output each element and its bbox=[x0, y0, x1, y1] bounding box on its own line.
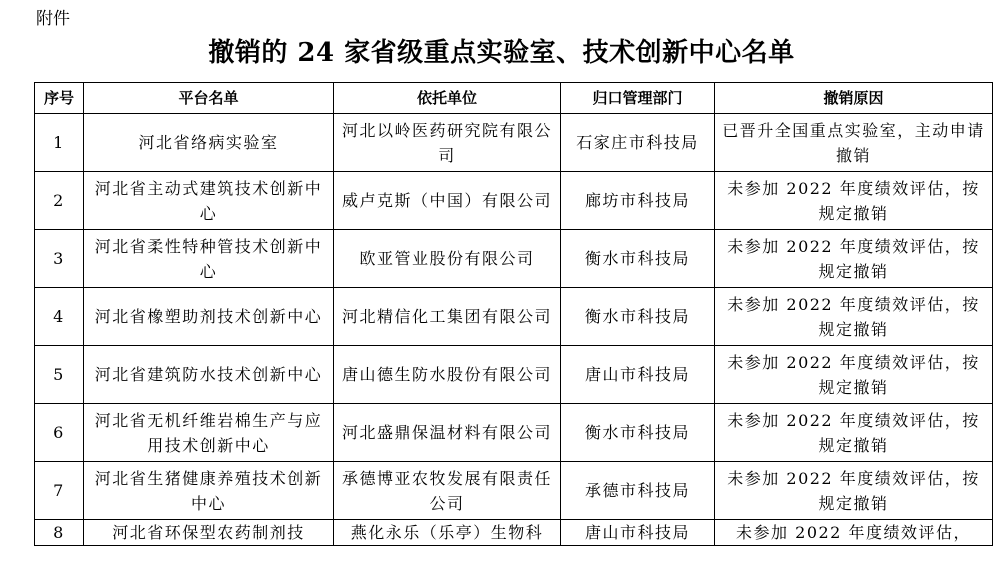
attachment-label: 附件 bbox=[36, 9, 70, 29]
cell-reason: 未参加 2022 年度绩效评估，按规定撤销 bbox=[715, 404, 993, 462]
cell-index: 8 bbox=[35, 520, 84, 546]
cell-index: 7 bbox=[35, 462, 84, 520]
cell-host-unit: 承德博亚农牧发展有限责任公司 bbox=[334, 462, 561, 520]
cell-index: 4 bbox=[35, 288, 84, 346]
cell-department: 衡水市科技局 bbox=[561, 230, 715, 288]
revocation-table bbox=[34, 82, 993, 546]
cell-host-unit: 燕化永乐（乐亭）生物科 bbox=[334, 520, 561, 546]
cell-reason: 未参加 2022 年度绩效评估，按规定撤销 bbox=[715, 172, 993, 230]
header-platform: 平台名单 bbox=[84, 83, 334, 114]
cell-platform: 河北省生猪健康养殖技术创新中心 bbox=[84, 462, 334, 520]
cell-reason: 未参加 2022 年度绩效评估，按规定撤销 bbox=[715, 230, 993, 288]
cell-platform: 河北省橡塑助剂技术创新中心 bbox=[84, 288, 334, 346]
cell-department: 唐山市科技局 bbox=[561, 520, 715, 546]
cell-reason: 未参加 2022 年度绩效评估，按规定撤销 bbox=[715, 288, 993, 346]
cell-platform: 河北省柔性特种管技术创新中心 bbox=[84, 230, 334, 288]
cell-reason: 已晋升全国重点实验室，主动申请撤销 bbox=[715, 114, 993, 172]
header-department: 归口管理部门 bbox=[561, 83, 715, 114]
table-row bbox=[35, 230, 993, 288]
cell-department: 廊坊市科技局 bbox=[561, 172, 715, 230]
header-reason: 撤销原因 bbox=[715, 83, 993, 114]
header-host-unit: 依托单位 bbox=[334, 83, 561, 114]
cell-platform: 河北省络病实验室 bbox=[84, 114, 334, 172]
table-row bbox=[35, 462, 993, 520]
cell-host-unit: 河北精信化工集团有限公司 bbox=[334, 288, 561, 346]
cell-host-unit: 威卢克斯（中国）有限公司 bbox=[334, 172, 561, 230]
cell-index: 6 bbox=[35, 404, 84, 462]
cell-department: 承德市科技局 bbox=[561, 462, 715, 520]
cell-platform: 河北省建筑防水技术创新中心 bbox=[84, 346, 334, 404]
table-row bbox=[35, 520, 993, 546]
cell-host-unit: 唐山德生防水股份有限公司 bbox=[334, 346, 561, 404]
cell-index: 5 bbox=[35, 346, 84, 404]
table-row bbox=[35, 172, 993, 230]
cell-host-unit: 河北盛鼎保温材料有限公司 bbox=[334, 404, 561, 462]
cell-index: 1 bbox=[35, 114, 84, 172]
cell-department: 石家庄市科技局 bbox=[561, 114, 715, 172]
cell-platform: 河北省无机纤维岩棉生产与应用技术创新中心 bbox=[84, 404, 334, 462]
cell-department: 衡水市科技局 bbox=[561, 404, 715, 462]
cell-reason: 未参加 2022 年度绩效评估，按规定撤销 bbox=[715, 346, 993, 404]
cell-index: 2 bbox=[35, 172, 84, 230]
cell-department: 唐山市科技局 bbox=[561, 346, 715, 404]
table-row bbox=[35, 114, 993, 172]
cell-host-unit: 河北以岭医药研究院有限公司 bbox=[334, 114, 561, 172]
header-index: 序号 bbox=[35, 83, 84, 114]
cell-host-unit: 欧亚管业股份有限公司 bbox=[334, 230, 561, 288]
table-header-row bbox=[35, 83, 993, 114]
cell-platform: 河北省环保型农药制剂技 bbox=[84, 520, 334, 546]
cell-reason: 未参加 2022 年度绩效评估， bbox=[715, 520, 993, 546]
table-row bbox=[35, 404, 993, 462]
cell-reason: 未参加 2022 年度绩效评估，按规定撤销 bbox=[715, 462, 993, 520]
table-row bbox=[35, 346, 993, 404]
cell-department: 衡水市科技局 bbox=[561, 288, 715, 346]
cell-platform: 河北省主动式建筑技术创新中心 bbox=[84, 172, 334, 230]
cell-index: 3 bbox=[35, 230, 84, 288]
page-title: 撤销的 24 家省级重点实验室、技术创新中心名单 bbox=[208, 38, 795, 68]
table-row bbox=[35, 288, 993, 346]
